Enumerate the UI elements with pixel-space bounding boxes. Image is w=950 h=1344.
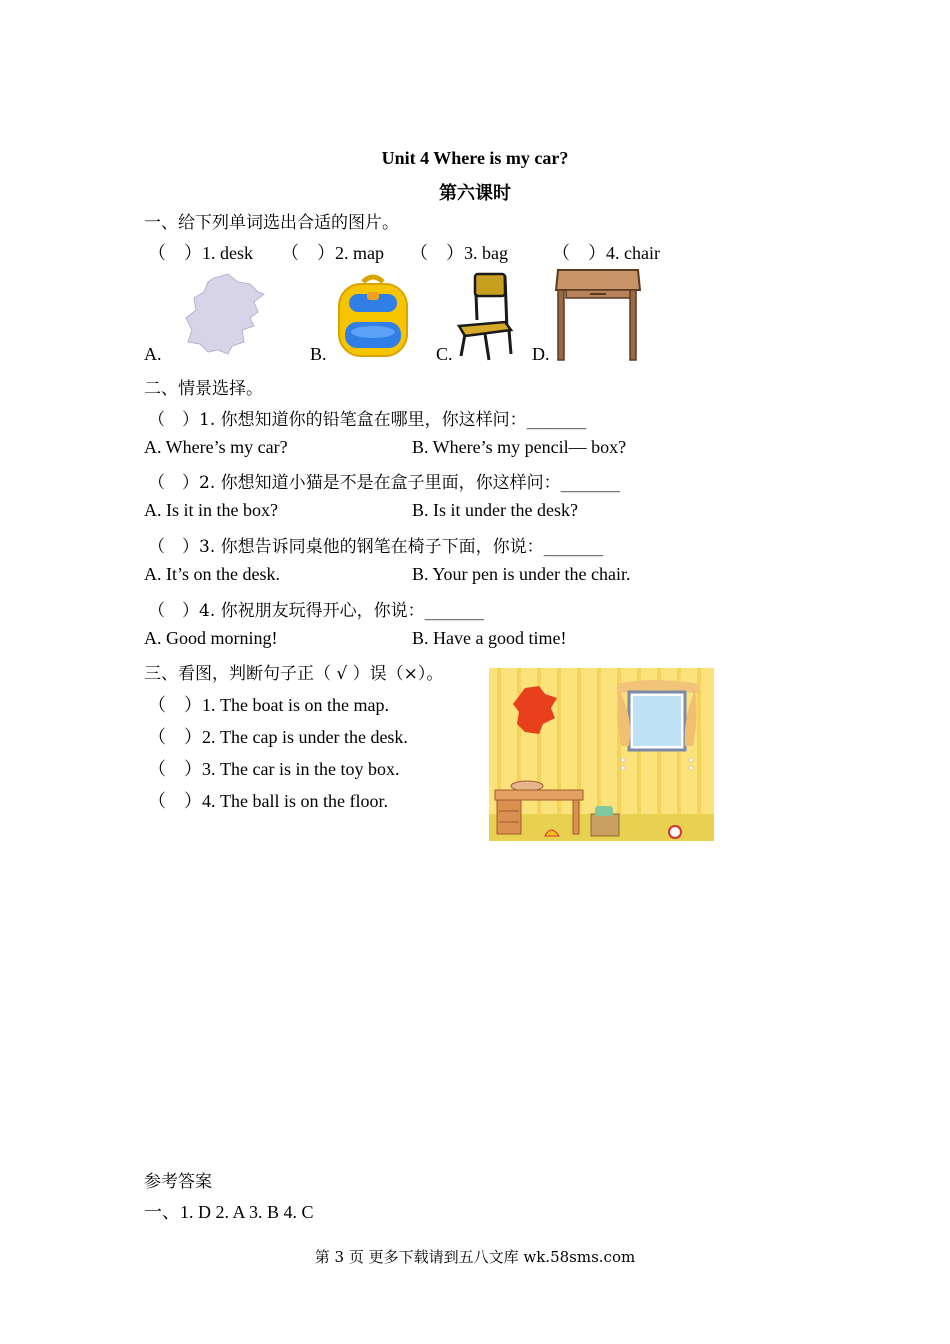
page-footer: 第 3 页 更多下载请到五八文库 wk.58sms.com [314,1248,636,1266]
s2-q4-option-a: A. Good morning! [144,628,278,648]
page-subtitle: 第六课时 [439,183,511,203]
option-label-d: D. [532,344,550,364]
s2-q4-option-b: B. Have a good time! [412,628,567,648]
answers-heading: 参考答案 [144,1172,212,1192]
section2-heading: 二、情景选择。 [144,379,263,399]
section1-heading: 一、给下列单词选出合适的图片。 [144,213,399,233]
s2-q3-option-a: A. It’s on the desk. [144,564,280,584]
s1-item-3: （ ）3. bag [410,243,508,263]
s1-item-4: （ ）4. chair [552,243,660,263]
s3-item-2: （ ）2. The cap is under the desk. [148,727,408,747]
map-picture [184,272,268,356]
s2-question-1: （ ）1. 你想知道你的铅笔盒在哪里，你这样问：_______ [148,410,587,430]
s2-question-3: （ ）3. 你想告诉同桌他的钢笔在椅子下面，你说：_______ [148,537,604,557]
s1-item-1: （ ）1. desk [148,243,253,263]
option-label-a: A. [144,344,162,364]
option-label-c: C. [436,344,453,364]
desk-picture [554,268,642,362]
s3-item-1: （ ）1. The boat is on the map. [148,695,389,715]
option-label-b: B. [310,344,327,364]
s2-q3-option-b: B. Your pen is under the chair. [412,564,631,584]
room-scene-picture [489,668,714,841]
s3-item-3: （ ）3. The car is in the toy box. [148,759,400,779]
s3-item-4: （ ）4. The ball is on the floor. [148,791,388,811]
backpack-picture [333,272,413,360]
s2-q1-option-a: A. Where’s my car? [144,437,288,457]
section3-heading: 三、看图，判断句子正（ √ ）误（×）。 [144,664,444,684]
page-title: Unit 4 Where is my car? [381,148,569,168]
s2-question-2: （ ）2. 你想知道小猫是不是在盒子里面，你这样问：_______ [148,473,621,493]
s1-item-2: （ ）2. map [281,243,384,263]
s2-q2-option-b: B. Is it under the desk? [412,500,578,520]
answers-line-1: 一、1. D 2. A 3. B 4. C [144,1202,314,1222]
s2-question-4: （ ）4. 你祝朋友玩得开心，你说：_______ [148,601,485,621]
s2-q2-option-a: A. Is it in the box? [144,500,278,520]
chair-picture [455,270,517,362]
s2-q1-option-b: B. Where’s my pencil— box? [412,437,627,457]
